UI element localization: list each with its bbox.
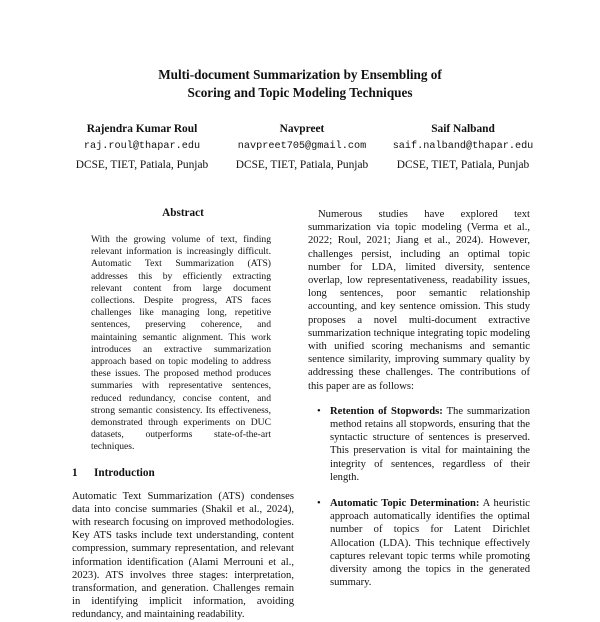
contribution-lead: Automatic Topic Determination: <box>330 498 480 510</box>
title-line-2: Scoring and Topic Modeling Techniques <box>187 85 413 100</box>
author-email: saif.nalband@thapar.edu <box>392 141 534 152</box>
section-number: 1 <box>72 466 78 479</box>
introduction-text: Automatic Text Summarization (ATS) condenses data into concise summaries (Shakil et al., 2024), with research focusing on improved methodologies. Key ATS tasks include text understanding, content compression, summary representation, and relevant information identification (Alami Merrouni et al., 2023). ATS involves three stages: interpretation, transformation, and generation. Challenges remain in identifying implicit information, avoiding redundancy, and maintaining readability. <box>72 490 294 621</box>
related-work-paragraph: Numerous studies have explored text summarization via topic modeling (Verma et al., 2022; Roul, 2021; Jiang et al., 2024). However, challenges persist, including an optimal topic number for LDA, limited diversity, sentence overlap, low representativeness, readability issues, long sentences, poor semantic relationship accounting, and key sentence omission. This study proposes a novel multi-document extractive summarization technique integrating topic modeling with unified scoring mechanisms and semantic sentence similarity, improving summary quality by addressing these challenges. The contributions of this paper are as follows: <box>308 209 530 392</box>
paper-title <box>0 66 600 102</box>
contribution-lead: Retention of Stopwords: <box>330 405 443 417</box>
author-affiliation: DCSE, TIET, Patiala, Punjab <box>235 159 369 171</box>
bullet-icon: • <box>317 498 321 510</box>
author-affiliation: DCSE, TIET, Patiala, Punjab <box>396 159 530 171</box>
section-heading-introduction <box>72 466 294 480</box>
contribution-text: A heuristic approach automatically identifies the optimal number of topics for Latent Dirichlet Allocation (LDA). This technique effectively captures relevant topic terms while promoting diversity among the topics in the generated summary. <box>330 498 530 589</box>
left-column <box>72 206 294 622</box>
author-name: Navpreet <box>279 123 325 135</box>
contribution-text: The summarization method retains all stopwords, ensuring that the syntactic structure of sentences is preserved. This preservation is vital for maintaining the integrity of sentences, regardless of their length. <box>330 405 530 483</box>
author-affiliation: DCSE, TIET, Patiala, Punjab <box>75 159 209 171</box>
author-block-3 <box>373 121 553 173</box>
list-item <box>308 405 530 484</box>
list-item <box>308 497 530 589</box>
section-title: Introduction <box>94 466 155 479</box>
author-block-2 <box>222 121 382 173</box>
author-name: Rajendra Kumar Roul <box>86 123 198 135</box>
abstract-heading: Abstract <box>162 207 204 219</box>
title-line-1: Multi-document Summarization by Ensembling of <box>158 67 442 82</box>
author-email: navpreet705@gmail.com <box>237 141 367 152</box>
author-email: raj.roul@thapar.edu <box>83 141 201 152</box>
abstract-text: With the growing volume of text, finding relevant information is increasingly difficult. Automatic Text Summarization (ATS) addresses this by efficiently extracting relevant content from large document collections. Despite progress, ATS faces challenges like managing long, repetitive sentences, preserving coherence, and maintaining semantic alignment. This work introduces an extractive summarization approach based on topic modeling to address these issues. The proposed method produces summaries with representative sentences, reduced redundancy, concise content, and strong semantic consistency. Its effectiveness, demonstrated through experiments on DUC datasets, outperforms state-of-the-art techniques. <box>91 234 271 453</box>
author-block-1 <box>52 121 232 173</box>
author-name: Saif Nalband <box>431 123 495 135</box>
bullet-icon: • <box>317 405 321 417</box>
contributions-list <box>308 405 530 590</box>
right-column <box>308 208 530 602</box>
